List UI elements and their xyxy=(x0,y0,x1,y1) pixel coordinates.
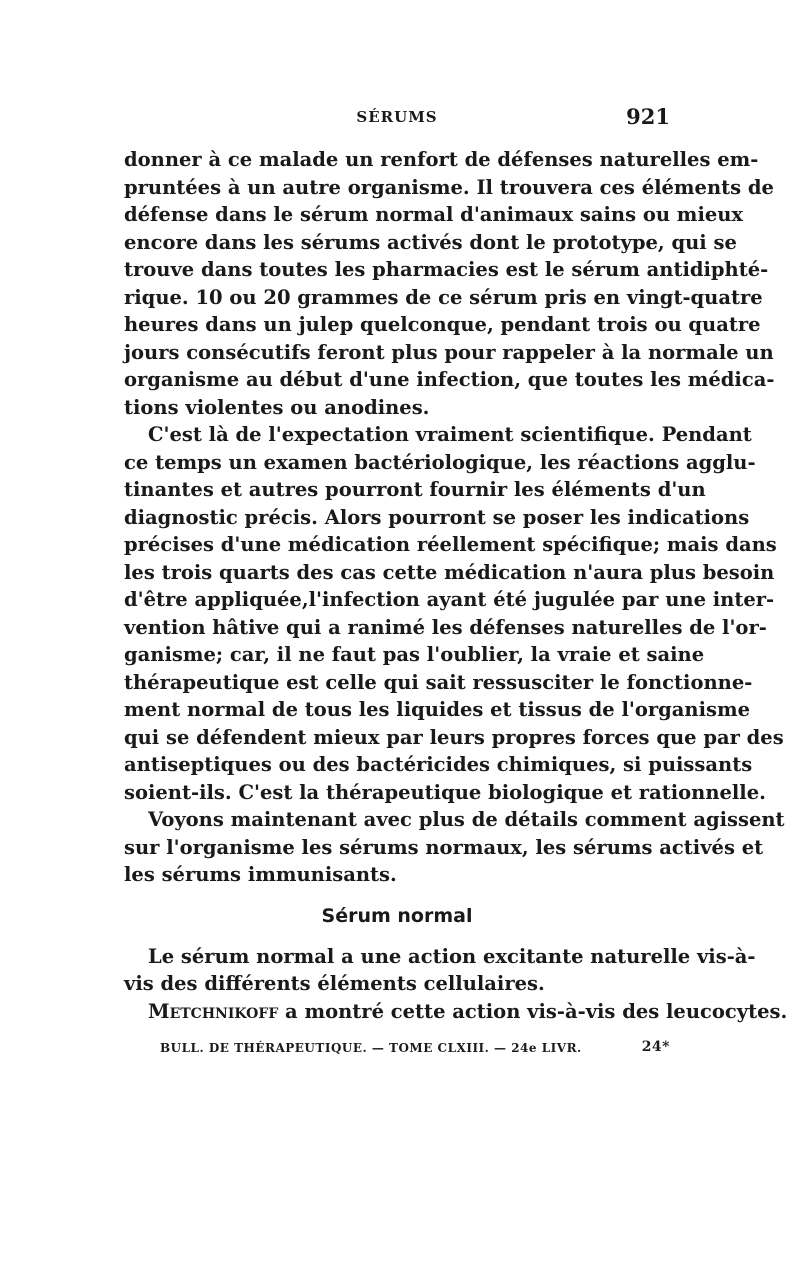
text-line: trouve dans toutes les pharmacies est le sérum antidiphté- xyxy=(124,258,769,281)
text-line: encore dans les sérums activés dont le prototype, qui se xyxy=(124,230,737,254)
body-text xyxy=(124,146,788,1025)
text-span: a montré cette action vis-à-vis des leucocytes. xyxy=(278,999,788,1023)
text-line: thérapeutique est celle qui sait ressusciter le fonctionne- xyxy=(124,670,753,694)
section-heading: Sérum normal xyxy=(321,904,473,927)
text-line: d'être appliquée,l'infection ayant été jugulée par une inter- xyxy=(124,588,775,611)
footer-sheet-mark: 24* xyxy=(641,1039,670,1055)
text-line: ce temps un examen bactériologique, les réactions agglu- xyxy=(124,450,756,474)
text-line: vis des différents éléments cellulaires. xyxy=(124,972,545,995)
page-number: 921 xyxy=(626,104,670,129)
text-line: pruntées à un autre organisme. Il trouvera ces éléments de xyxy=(124,175,774,199)
text-line: diagnostic précis. Alors pourront se poser les indications xyxy=(124,505,750,529)
text-line: ment normal de tous les liquides et tissus de l'organisme xyxy=(124,698,751,721)
author-name: Metchnikoff xyxy=(148,999,279,1023)
text-line: ganisme; car, il ne faut pas l'oublier, la vraie et saine xyxy=(124,643,705,666)
text-line: soient-ils. C'est la thérapeutique biologique et rationnelle. xyxy=(124,780,766,804)
text-line xyxy=(124,998,788,1026)
text-line: qui se défendent mieux par leurs propres forces que par des xyxy=(124,725,784,749)
text-line: défense dans le sérum normal d'animaux sains ou mieux xyxy=(124,203,744,226)
footer-signature: BULL. DE THÉRAPEUTIQUE. — TOME CLXIII. — 24e LIVR. xyxy=(160,1041,582,1055)
text-line: précises d'une médication réellement spécifique; mais dans xyxy=(124,533,777,556)
running-head xyxy=(124,104,670,134)
text-line: jours consécutifs feront plus pour rappeler à la normale un xyxy=(124,340,774,364)
text-line: Voyons maintenant avec plus de détails comment agissent xyxy=(148,808,785,831)
text-line: tinantes et autres pourront fournir les éléments d'un xyxy=(124,478,706,501)
page-footer xyxy=(160,1041,670,1061)
text-line: les sérums immunisants. xyxy=(124,863,397,886)
text-line: antiseptiques ou des bactéricides chimiques, si puissants xyxy=(124,753,753,776)
text-line: organisme au début d'une infection, que toutes les médica- xyxy=(124,368,775,391)
text-line: tions violentes ou anodines. xyxy=(124,395,430,419)
text-line: sur l'organisme les sérums normaux, les sérums activés et xyxy=(124,835,764,859)
text-line: rique. 10 ou 20 grammes de ce sérum pris en vingt-quatre xyxy=(124,285,763,309)
text-line: les trois quarts des cas cette médication n'aura plus besoin xyxy=(124,560,775,584)
text-line: heures dans un julep quelconque, pendant trois ou quatre xyxy=(124,313,761,336)
text-line: donner à ce malade un renfort de défenses naturelles em- xyxy=(124,148,759,171)
running-title: SÉRUMS xyxy=(356,108,438,126)
text-line: vention hâtive qui a ranimé les défenses naturelles de l'or- xyxy=(124,615,767,639)
text-line: C'est là de l'expectation vraiment scientifique. Pendant xyxy=(148,423,752,446)
text-line: Le sérum normal a une action excitante naturelle vis-à- xyxy=(148,944,756,968)
